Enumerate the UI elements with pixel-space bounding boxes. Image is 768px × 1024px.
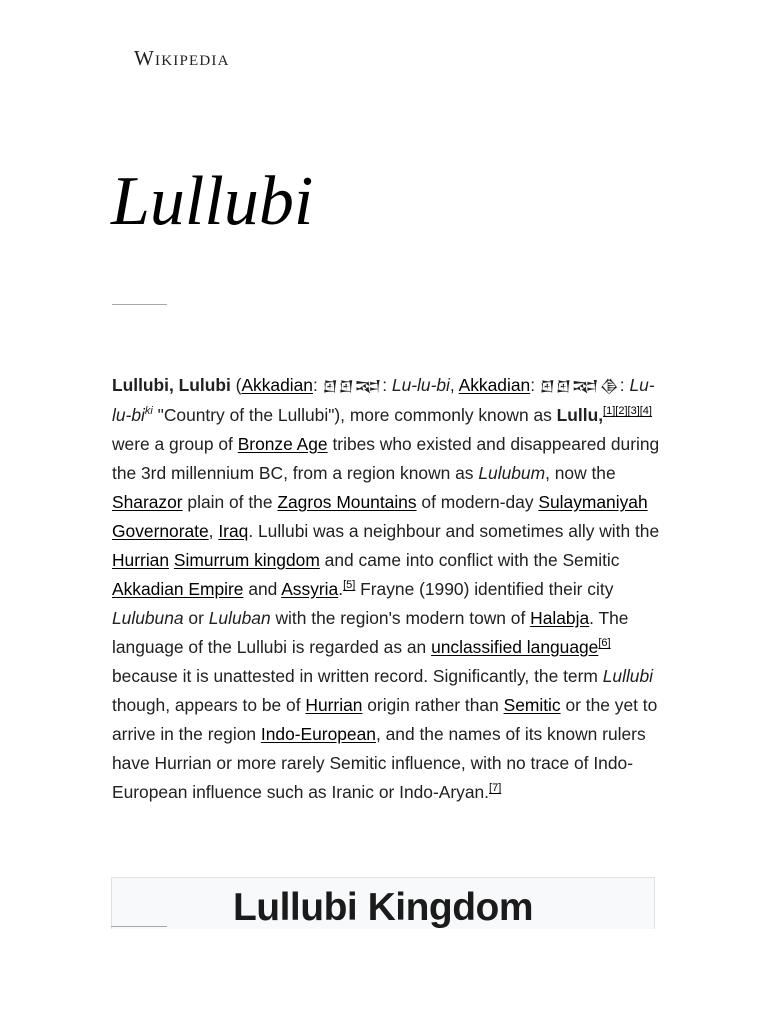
translit-1: Lu-lu-bi xyxy=(391,375,450,395)
cuneiform-1: 𒇻𒇻𒉈 xyxy=(322,377,383,395)
country-text: "Country of the Lullubi"), more commonly known as xyxy=(157,405,552,425)
text-9: Frayne (1990) identified their city xyxy=(360,579,614,599)
text-1: were a group of xyxy=(112,434,233,454)
text-3: , now the xyxy=(545,463,616,483)
text-2: tribes who existed and disappeared during the 3rd millennium BC, from a region known as xyxy=(112,434,660,483)
italic-lullubi: Lullubi xyxy=(602,666,654,686)
bold-lullu: Lullu, xyxy=(556,405,604,425)
link-halabja[interactable]: Halabja xyxy=(530,608,590,628)
infobox xyxy=(111,877,655,929)
link-zagros-mountains[interactable]: Zagros Mountains xyxy=(277,492,417,512)
link-assyria[interactable]: Assyria xyxy=(281,579,339,599)
link-akkadian-2[interactable]: Akkadian xyxy=(458,375,531,395)
text-4: plain of the xyxy=(187,492,273,512)
infobox-title: Lullubi Kingdom xyxy=(232,886,534,929)
text-12: . The language of the Lullubi is regarded as an xyxy=(112,608,629,657)
bold-names: Lullubi, Lulubi xyxy=(112,375,231,395)
ref-1[interactable]: [1] xyxy=(603,405,616,418)
link-hurrian-1[interactable]: Hurrian xyxy=(112,550,170,570)
link-indo-european[interactable]: Indo-European xyxy=(260,724,376,744)
section-divider xyxy=(111,926,167,927)
link-unclassified-language[interactable]: unclassified language xyxy=(431,637,599,657)
page-title: Lullubi xyxy=(111,163,314,240)
italic-luluban: Luluban xyxy=(208,608,271,628)
text-6: . Lullubi was a neighbour and sometimes ally with the xyxy=(248,521,660,541)
wikipedia-wordmark[interactable] xyxy=(134,48,230,69)
text-10: or xyxy=(188,608,204,628)
refs-1 xyxy=(603,405,652,417)
text-13: because it is unattested in written record. Significantly, the term xyxy=(112,666,598,686)
text-5: of modern-day xyxy=(421,492,534,512)
text-14: though, appears to be of xyxy=(112,695,301,715)
link-bronze-age[interactable]: Bronze Age xyxy=(237,434,328,454)
wordmark-text: Wikipedia xyxy=(134,46,230,70)
link-hurrian-2[interactable]: Hurrian xyxy=(305,695,363,715)
text-7: and came into conflict with the Semitic xyxy=(324,550,620,570)
title-divider xyxy=(112,304,167,305)
link-sulaymaniyah[interactable]: Sulaymaniyah Governorate xyxy=(112,492,648,541)
link-semitic[interactable]: Semitic xyxy=(503,695,561,715)
text-16: or the yet to arrive in the region xyxy=(112,695,658,744)
link-akkadian-empire[interactable]: Akkadian Empire xyxy=(112,579,244,599)
translit-2-sup: ki xyxy=(144,405,153,418)
ref-7[interactable]: [7] xyxy=(489,782,502,795)
text-8: and xyxy=(248,579,278,599)
link-simurrum-kingdom[interactable]: Simurrum kingdom xyxy=(173,550,320,570)
link-iraq[interactable]: Iraq xyxy=(218,521,249,541)
lead-paragraph: Lullubi, Lulubi (Akkadian: 𒇻𒇻𒉈: Lu-lu-bi, Akkadian: 𒇻𒇻𒉈𒆠: $Lu-lu-bi^{ki}$ "Country of the Lullubi"), more commonly known as Lullu,[1][2][3][4] were a group of Bronze Age tribes who existed and disappeared during the 3rd millennium BC, from a region known as Lulubum, now the Sharazor plain of the Zagros Mountains of modern-day Sulaymaniyah Governorate, Iraq. Lullubi was a neighbour and sometimes ally with the Hurrian Simurrum kingdom and came into conflict with the Semitic Akkadian Empire and Assyria.[5] Frayne (1990) identified their city Lulubuna or Luluban with the region's modern town of Halabja. The language of the Lullubi is regarded as an unclassified language[6] because it is unattested in written record. Significantly, the term Lullubi though, appears to be of Hurrian origin rather than Semitic or the yet to arrive in the region Indo-European, and the names of its known rulers have Hurrian or more rarely Semitic influence, with no trace of Indo-European influence such as Iranic or Indo-Aryan.[7] xyxy=(112,375,660,802)
cuneiform-2: 𒇻𒇻𒉈𒆠 xyxy=(539,377,620,395)
ref-3[interactable]: [3] xyxy=(627,405,640,418)
link-sharazor[interactable]: Sharazor xyxy=(112,492,183,512)
ref-2[interactable]: [2] xyxy=(615,405,628,418)
italic-lulubum: Lulubum xyxy=(478,463,546,483)
ref-4[interactable]: [4] xyxy=(639,405,652,418)
text-17: , and the names of its known rulers have Hurrian or more rarely Semitic influence, with no trace of Indo-European influence such as Iranic or Indo-Aryan. xyxy=(112,724,646,802)
link-akkadian-1[interactable]: Akkadian xyxy=(241,375,313,395)
text-11: with the region's modern town of xyxy=(275,608,526,628)
text-15: origin rather than xyxy=(367,695,499,715)
ref-6[interactable]: [6] xyxy=(598,637,611,650)
ref-5[interactable]: [5] xyxy=(343,579,356,592)
translit-2-text: Lu-lu-bi xyxy=(112,375,655,425)
italic-lulubuna: Lulubuna xyxy=(112,608,184,628)
